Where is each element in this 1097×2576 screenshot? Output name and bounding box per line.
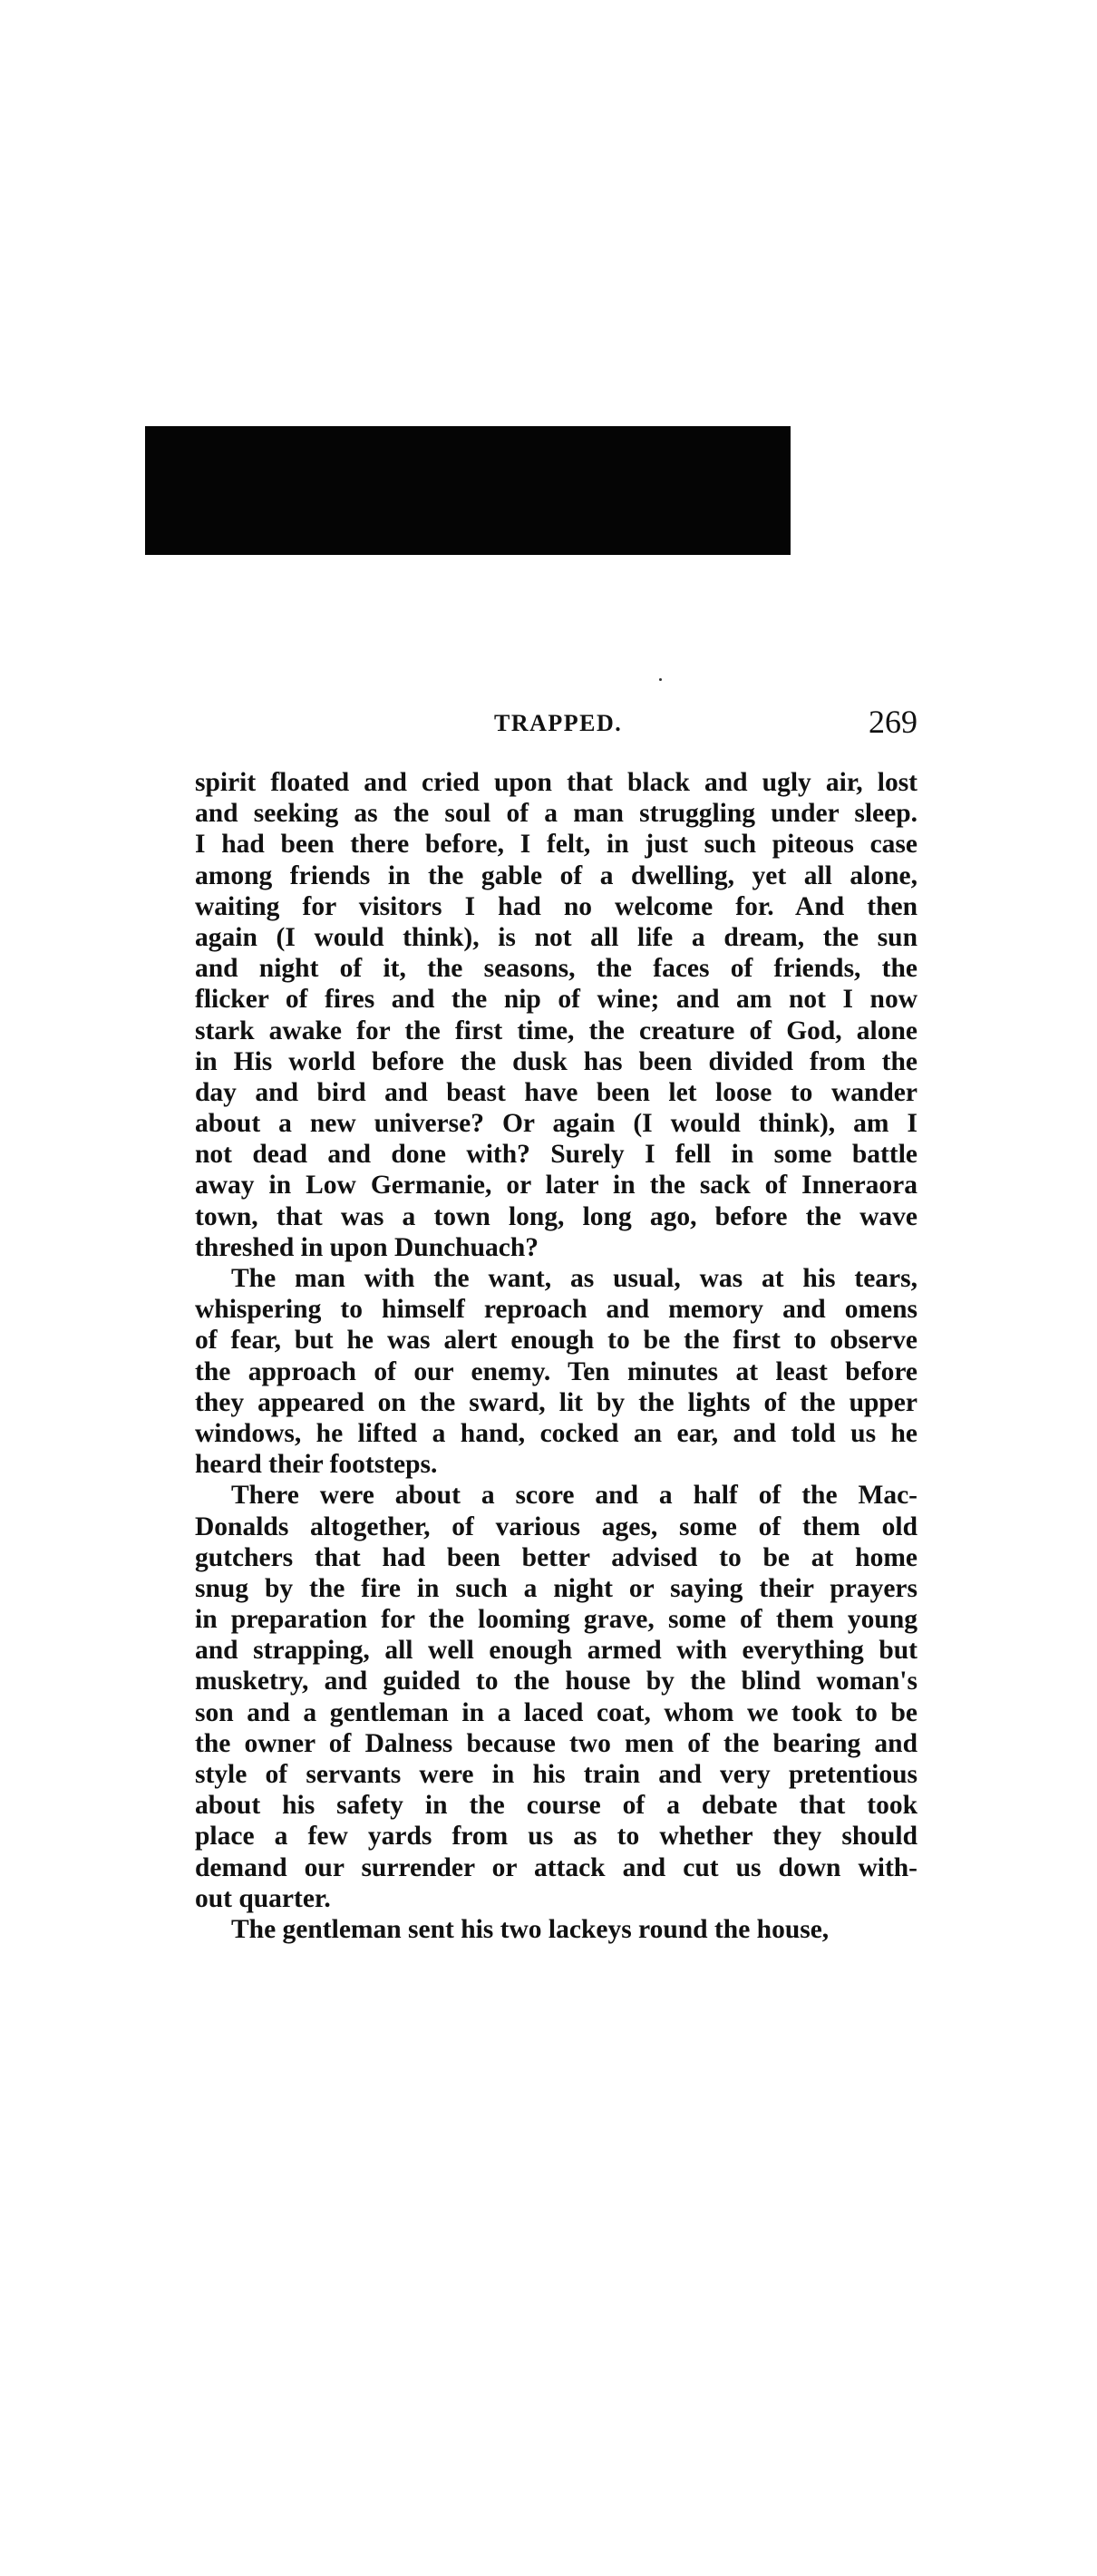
text-line: snug by the fire in such a night or saying their prayers bbox=[195, 1573, 917, 1603]
text-line: in His world before the dusk has been divided from the bbox=[195, 1046, 917, 1076]
text-line: about his safety in the course of a debate that took bbox=[195, 1791, 917, 1821]
paragraph bbox=[195, 767, 917, 1263]
text-line: and night of it, the seasons, the faces of friends, the bbox=[195, 954, 917, 984]
text-line: Donalds altogether, of various ages, some of them old bbox=[195, 1512, 917, 1541]
text-line: of fear, but he was alert enough to be the first to observe bbox=[195, 1326, 917, 1356]
text-line: in preparation for the looming grave, some of them young bbox=[195, 1605, 917, 1635]
text-line: and strapping, all well enough armed with everything but bbox=[195, 1636, 917, 1666]
text-line: away in Low Germanie, or later in the sack of Inneraora bbox=[195, 1171, 917, 1201]
text-line: out quarter. bbox=[195, 1883, 331, 1913]
text-line: flicker of fires and the nip of wine; and am not I now bbox=[195, 985, 917, 1015]
text-line: the approach of our enemy. Ten minutes at least before bbox=[195, 1356, 917, 1386]
running-title: TRAPPED. bbox=[494, 710, 623, 736]
body-text bbox=[195, 767, 917, 1945]
text-line: again (I would think), is not all life a dream, the sun bbox=[195, 922, 917, 952]
text-line: they appeared on the sward, lit by the lights of the upper bbox=[195, 1387, 917, 1417]
text-line: about a new universe? Or again (I would think), am I bbox=[195, 1109, 917, 1139]
text-line: day and bird and beast have been let loose to wander bbox=[195, 1077, 917, 1107]
running-head bbox=[195, 703, 917, 746]
text-line: The gentleman sent his two lackeys round the house, bbox=[231, 1914, 830, 1944]
text-line: The man with the want, as usual, was at his tears, bbox=[231, 1264, 917, 1293]
text-line: not dead and done with? Surely I fell in some battle bbox=[195, 1140, 917, 1170]
text-line: I had been there before, I felt, in just such piteous case bbox=[195, 830, 917, 860]
page-number: 269 bbox=[869, 704, 917, 740]
text-line: stark awake for the first time, the creature of God, alone bbox=[195, 1016, 917, 1045]
text-line: windows, he lifted a hand, cocked an ear, and told us he bbox=[195, 1418, 917, 1448]
text-line: threshed in upon Dunchuach? bbox=[195, 1232, 539, 1262]
text-line: style of servants were in his train and very pretentious bbox=[195, 1760, 917, 1789]
text-line: whispering to himself reproach and memory and omens bbox=[195, 1295, 917, 1325]
text-line: demand our surrender or attack and cut us down with- bbox=[195, 1852, 917, 1882]
text-line: heard their footsteps. bbox=[195, 1450, 438, 1480]
text-line: town, that was a town long, long ago, before the wave bbox=[195, 1201, 917, 1231]
text-line: and seeking as the soul of a man struggling under sleep. bbox=[195, 799, 917, 829]
print-speck bbox=[659, 678, 662, 681]
text-line: place a few yards from us as to whether they should bbox=[195, 1822, 917, 1852]
text-line: gutchers that had been better advised to be at home bbox=[195, 1542, 917, 1572]
text-line: the owner of Dalness because two men of the bearing and bbox=[195, 1728, 917, 1758]
text-line: waiting for visitors I had no welcome for. And then bbox=[195, 891, 917, 921]
paragraph bbox=[195, 1263, 917, 1480]
text-line: among friends in the gable of a dwelling, yet all alone, bbox=[195, 860, 917, 890]
text-line: son and a gentleman in a laced coat, whom we took to be bbox=[195, 1697, 917, 1727]
paragraph bbox=[195, 1914, 917, 1945]
paragraph bbox=[195, 1480, 917, 1914]
text-line: spirit floated and cried upon that black and ugly air, lost bbox=[195, 768, 917, 797]
text-line: There were about a score and a half of the Mac- bbox=[231, 1481, 917, 1511]
redaction-bar bbox=[145, 426, 791, 555]
text-line: musketry, and guided to the house by the blind woman's bbox=[195, 1667, 917, 1696]
